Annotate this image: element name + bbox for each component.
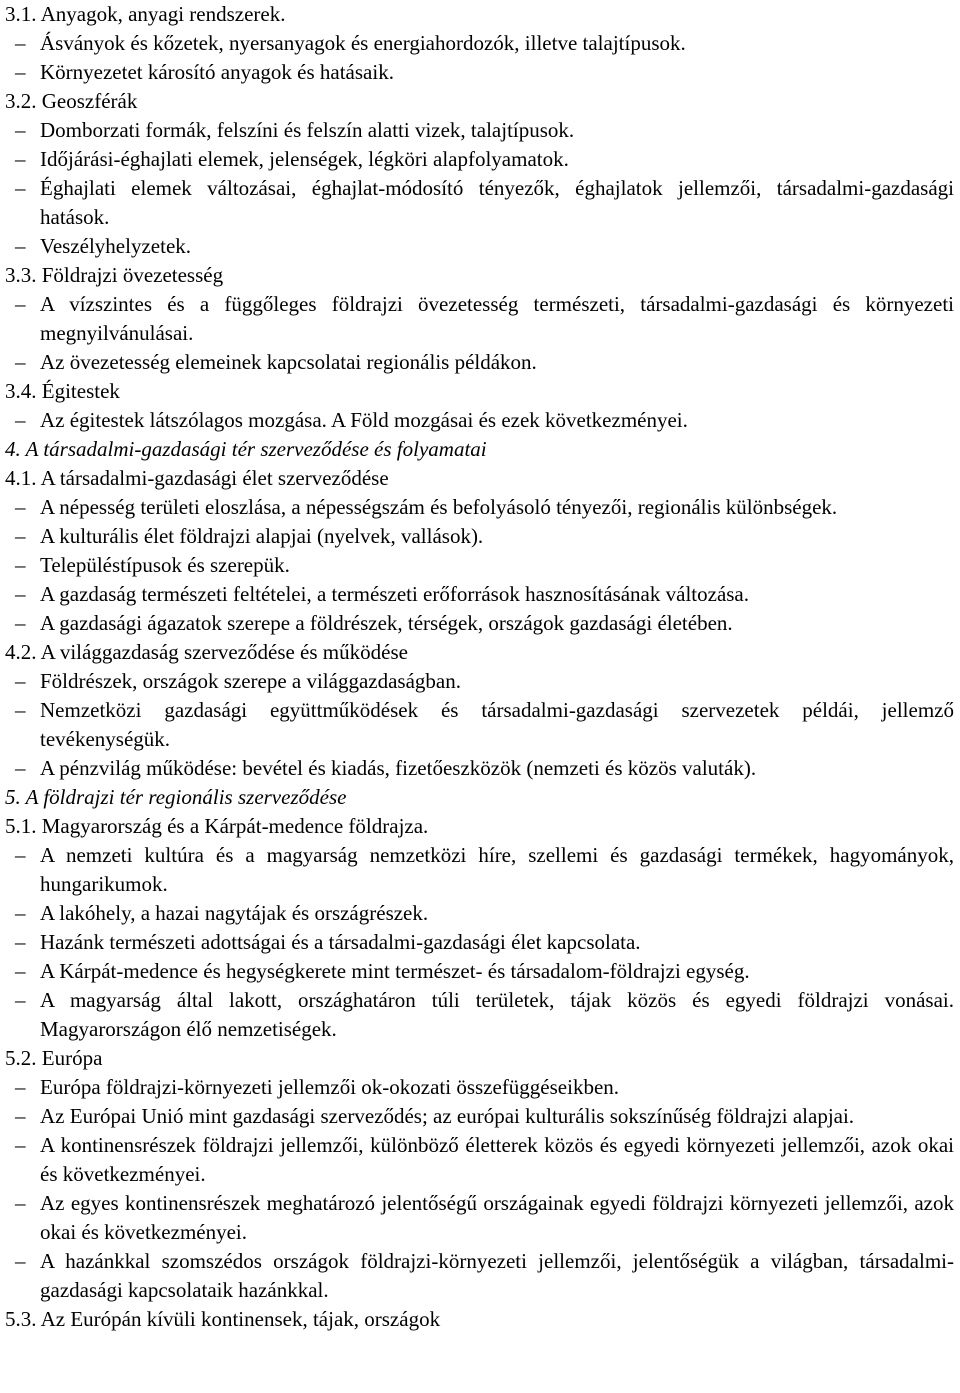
list-item xyxy=(5,1102,954,1131)
list-item xyxy=(5,841,954,899)
list-item-text: A Kárpát-medence és hegységkerete mint természet- és társadalom-földrajzi egység. xyxy=(40,959,750,983)
dash-bullet: – xyxy=(15,553,26,577)
list-item-text: A nemzeti kultúra és a magyarság nemzetközi híre, szellemi és gazdasági termékek, hagyományok, hungarikumok. xyxy=(40,843,954,896)
dash-bullet: – xyxy=(15,901,26,925)
dash-bullet: – xyxy=(15,408,26,432)
dash-bullet: – xyxy=(15,1249,26,1273)
dash-bullet: – xyxy=(15,988,26,1012)
list-item xyxy=(5,1131,954,1189)
section-heading: 3.2. Geoszférák xyxy=(5,89,138,113)
list-item xyxy=(5,145,954,174)
list-item-text: A kontinensrészek földrajzi jellemzői, különböző életterek közös és egyedi környezeti jellemzői, azok okai és következményei. xyxy=(40,1133,954,1186)
list-item xyxy=(5,406,954,435)
dash-bullet: – xyxy=(15,698,26,722)
list-item xyxy=(5,667,954,696)
dash-bullet: – xyxy=(15,524,26,548)
list-item xyxy=(5,551,954,580)
section-heading: 5.2. Európa xyxy=(5,1046,103,1070)
list-item xyxy=(5,1189,954,1247)
dash-bullet: – xyxy=(15,234,26,258)
dash-bullet: – xyxy=(15,756,26,780)
list-item xyxy=(5,290,954,348)
section-heading: 5.1. Magyarország és a Kárpát-medence földrajza. xyxy=(5,814,429,838)
dash-bullet: – xyxy=(15,31,26,55)
dash-bullet: – xyxy=(15,959,26,983)
dash-bullet: – xyxy=(15,611,26,635)
list-item-text: Az egyes kontinensrészek meghatározó jelentőségű országainak egyedi földrajzi környezeti jellemzői, azok okai és következményei. xyxy=(40,1191,954,1244)
dash-bullet: – xyxy=(15,1191,26,1215)
list-item-text: A gazdaság természeti feltételei, a természeti erőforrások hasznosításának változása. xyxy=(40,582,750,606)
section-heading: 3.3. Földrajzi övezetesség xyxy=(5,263,224,287)
list-item-text: Az égitestek látszólagos mozgása. A Föld mozgásai és ezek következményei. xyxy=(40,408,688,432)
dash-bullet: – xyxy=(15,495,26,519)
list-item-text: A hazánkkal szomszédos országok földrajzi-környezeti jellemzői, jelentőségük a világban, társadalmi-gazdasági kapcsolataik hazánkkal. xyxy=(40,1249,954,1302)
chapter-heading: 4. A társadalmi-gazdasági tér szerveződése és folyamatai xyxy=(5,437,487,461)
list-item xyxy=(5,174,954,232)
list-item-text: Éghajlati elemek változásai, éghajlat-módosító tényezők, éghajlatok jellemzői, társadalmi-gazdasági hatások. xyxy=(40,176,954,229)
dash-bullet: – xyxy=(15,582,26,606)
list-item-text: Környezetet károsító anyagok és hatásaik. xyxy=(40,60,394,84)
dash-bullet: – xyxy=(15,292,26,316)
list-item-text: Domborzati formák, felszíni és felszín alatti vizek, talajtípusok. xyxy=(40,118,575,142)
list-item xyxy=(5,696,954,754)
dash-bullet: – xyxy=(15,1133,26,1157)
dash-bullet: – xyxy=(15,147,26,171)
list-item-text: Az övezetesség elemeinek kapcsolatai regionális példákon. xyxy=(40,350,537,374)
list-item-text: Az Európai Unió mint gazdasági szerveződés; az európai kulturális sokszínűség földrajzi alapjai. xyxy=(40,1104,855,1128)
list-item xyxy=(5,348,954,377)
list-item xyxy=(5,754,954,783)
list-item-text: Nemzetközi gazdasági együttműködések és társadalmi-gazdasági szervezetek példái, jellemző tevékenységük. xyxy=(40,698,954,751)
list-item xyxy=(5,29,954,58)
list-item-text: Európa földrajzi-környezeti jellemzői ok-okozati összefüggéseikben. xyxy=(40,1075,620,1099)
dash-bullet: – xyxy=(15,118,26,142)
list-item xyxy=(5,899,954,928)
chapter-heading: 5. A földrajzi tér regionális szerveződése xyxy=(5,785,347,809)
section-heading: 4.1. A társadalmi-gazdasági élet szerveződése xyxy=(5,466,389,490)
list-item xyxy=(5,58,954,87)
list-item-text: A lakóhely, a hazai nagytájak és országrészek. xyxy=(40,901,429,925)
list-item-text: A pénzvilág működése: bevétel és kiadás, fizetőeszközök (nemzeti és közös valuták). xyxy=(40,756,757,780)
dash-bullet: – xyxy=(15,350,26,374)
list-item-text: A vízszintes és a függőleges földrajzi övezetesség természeti, társadalmi-gazdasági és környezeti megnyilvánulásai. xyxy=(40,292,954,345)
list-item xyxy=(5,1073,954,1102)
list-item-text: Időjárási-éghajlati elemek, jelenségek, légköri alapfolyamatok. xyxy=(40,147,569,171)
list-item xyxy=(5,232,954,261)
list-item-text: A népesség területi eloszlása, a népességszám és befolyásoló tényezői, regionális különbségek. xyxy=(40,495,838,519)
list-item xyxy=(5,986,954,1044)
list-item xyxy=(5,522,954,551)
section-heading: 5.3. Az Európán kívüli kontinensek, tájak, országok xyxy=(5,1307,441,1331)
dash-bullet: – xyxy=(15,176,26,200)
list-item xyxy=(5,957,954,986)
list-item-text: Ásványok és kőzetek, nyersanyagok és energiahordozók, illetve talajtípusok. xyxy=(40,31,686,55)
list-item-text: A magyarság által lakott, országhatáron túli területek, tájak közös és egyedi földrajzi vonásai. Magyarországon élő nemzetiségek. xyxy=(40,988,954,1041)
list-item-text: A gazdasági ágazatok szerepe a földrészek, térségek, országok gazdasági életében. xyxy=(40,611,733,635)
dash-bullet: – xyxy=(15,843,26,867)
dash-bullet: – xyxy=(15,1104,26,1128)
list-item-text: Földrészek, országok szerepe a világgazdaságban. xyxy=(40,669,461,693)
dash-bullet: – xyxy=(15,60,26,84)
dash-bullet: – xyxy=(15,930,26,954)
dash-bullet: – xyxy=(15,1075,26,1099)
list-item xyxy=(5,116,954,145)
section-heading: 3.1. Anyagok, anyagi rendszerek. xyxy=(5,2,286,26)
list-item xyxy=(5,1247,954,1305)
list-item xyxy=(5,580,954,609)
dash-bullet: – xyxy=(15,669,26,693)
list-item xyxy=(5,928,954,957)
section-heading: 4.2. A világgazdaság szerveződése és működése xyxy=(5,640,408,664)
section-heading: 3.4. Égitestek xyxy=(5,379,120,403)
list-item-text: Hazánk természeti adottságai és a társadalmi-gazdasági élet kapcsolata. xyxy=(40,930,641,954)
list-item xyxy=(5,609,954,638)
list-item xyxy=(5,493,954,522)
list-item-text: A kulturális élet földrajzi alapjai (nyelvek, vallások). xyxy=(40,524,484,548)
list-item-text: Veszélyhelyzetek. xyxy=(40,234,192,258)
list-item-text: Településtípusok és szerepük. xyxy=(40,553,290,577)
